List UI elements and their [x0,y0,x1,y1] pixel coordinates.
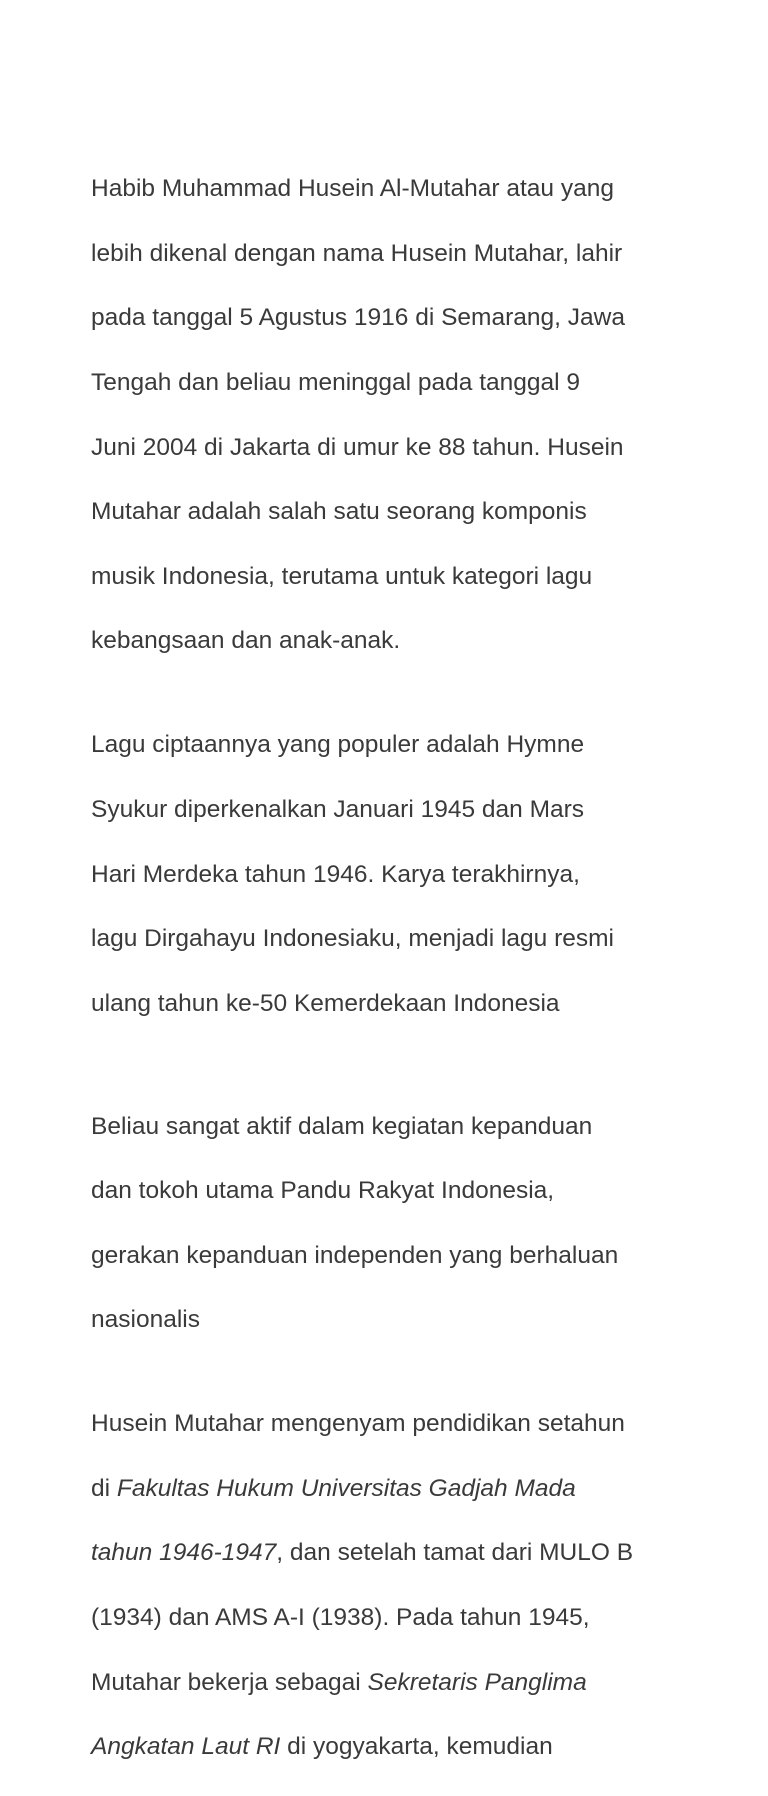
text-line [91,1602,691,1634]
text-run: di [91,1474,117,1502]
text-line: dan tokoh utama Pandu Rakyat Indonesia, [91,1177,555,1205]
text-line [91,1537,691,1569]
italic-run: tahun 1946-1947 [91,1539,277,1567]
paragraph-scouting [91,1078,691,1369]
text-line: Hari Merdeka tahun 1946. Karya terakhirnya, [91,860,580,888]
text-line: Mutahar adalah salah satu seorang komponis [91,498,587,526]
text-line: nasionalis [91,1306,200,1334]
text-line: Juni 2004 di Jakarta di umur ke 88 tahun. Husein [91,433,624,461]
text-line [91,1731,691,1763]
paragraph-songs [91,697,691,1052]
text-line: gerakan kepanduan independen yang berhaluan [91,1241,619,1269]
italic-run: Angkatan Laut RI [91,1733,281,1761]
text-run: Mutahar bekerja sebagai [91,1668,368,1696]
text-line: lebih dikenal dengan nama Husein Mutahar, lahir [91,239,623,267]
text-line [91,1408,691,1440]
text-line [91,1667,691,1699]
italic-run: Sekretaris Panglima [367,1668,587,1696]
text-run: di yogyakarta, kemudian [280,1733,553,1761]
text-line: musik Indonesia, terutama untuk kategori lagu [91,562,593,590]
text-line: kebangsaan dan anak-anak. [91,627,401,655]
text-line [91,1473,691,1505]
paragraph-education [91,1376,691,1796]
text-run: Husein Mutahar mengenyam pendidikan setahun [91,1410,625,1438]
italic-run: Fakultas Hukum Universitas Gadjah Mada [116,1474,576,1502]
text-line: ulang tahun ke-50 Kemerdekaan Indonesia [91,989,560,1017]
text-line: Beliau sangat aktif dalam kegiatan kepanduan [91,1112,593,1140]
text-line: Syukur diperkenalkan Januari 1945 dan Mars [91,795,585,823]
document-page [91,141,691,1796]
text-line: lagu Dirgahayu Indonesiaku, menjadi lagu resmi [91,925,614,953]
text-line: Tengah dan beliau meninggal pada tanggal 9 [91,369,581,397]
text-line: Lagu ciptaannya yang populer adalah Hymne [91,731,585,759]
paragraph-biography [91,141,691,690]
text-run: , dan setelah tamat dari MULO B [276,1539,634,1567]
text-line: Habib Muhammad Husein Al-Mutahar atau yang [91,175,614,203]
text-run: (1934) dan AMS A-I (1938). Pada tahun 1945, [91,1604,590,1632]
text-line: pada tanggal 5 Agustus 1916 di Semarang, Jawa [91,304,625,332]
